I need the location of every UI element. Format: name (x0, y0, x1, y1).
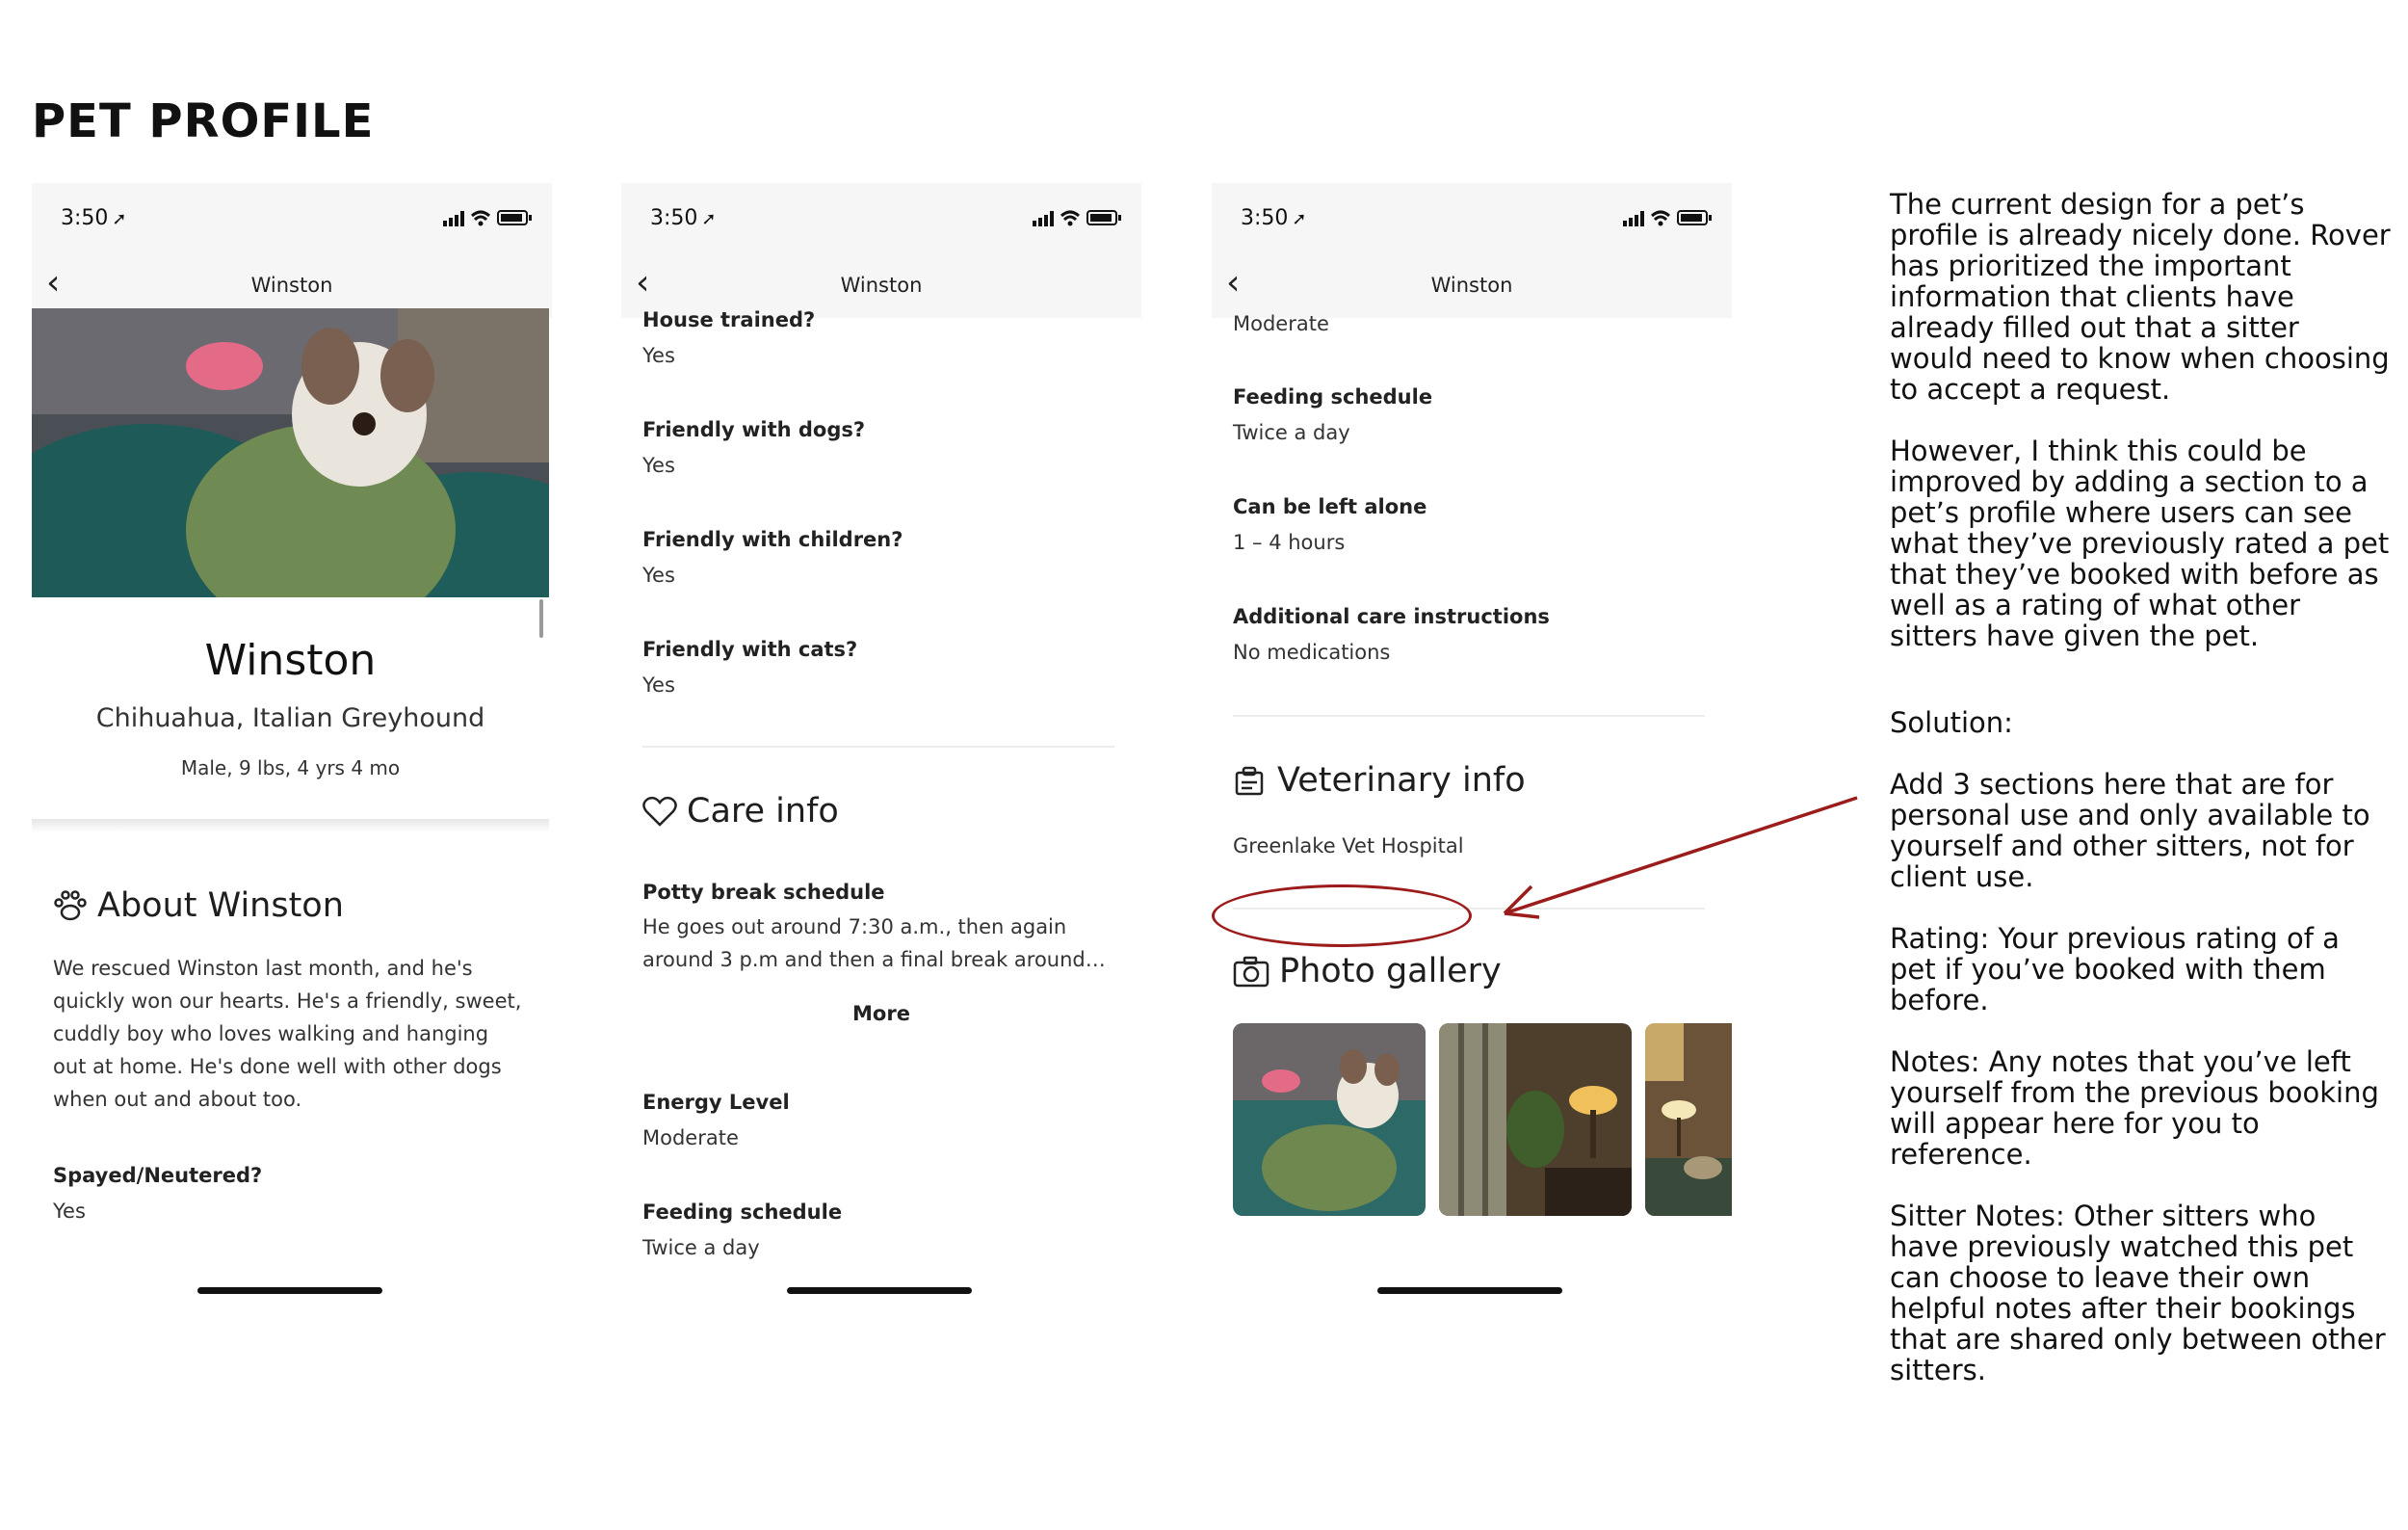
pet-breed: Chihuahua, Italian Greyhound (95, 703, 485, 733)
about-heading-label: About Winston (97, 886, 344, 925)
section-shadow (32, 819, 549, 832)
annotation-solution-label: Solution: (1890, 706, 2013, 739)
annotation-arrow-icon (1493, 790, 1869, 925)
vet-clipboard-icon (1233, 763, 1268, 798)
nav-bar (1212, 251, 1732, 318)
gallery-photo-1[interactable] (1233, 1023, 1426, 1216)
nav-title: Winston (1430, 274, 1513, 297)
house-trained-question: House trained? (642, 308, 816, 331)
care-instructions-question: Additional care instructions (1233, 605, 1550, 628)
about-heading (53, 886, 344, 925)
pet-stats: Male, 9 lbs, 4 yrs 4 mo (180, 756, 401, 779)
status-time: 3:50 ➚ (650, 206, 717, 230)
friendly-cats-answer: Yes (642, 673, 675, 697)
care-info-label: Care info (687, 792, 839, 831)
back-chevron-icon[interactable]: ‹ (46, 263, 61, 303)
alone-question: Can be left alone (1233, 495, 1427, 518)
pet-name: Winston (204, 636, 377, 685)
annotation-paragraph-4: Add 3 sections here that are for personal use and only available to yourself and other sitters, not for client use. (1890, 768, 2370, 893)
phone-screen-1 (32, 183, 552, 1301)
spayed-question: Spayed/Neutered? (53, 1164, 263, 1187)
potty-answer-line2: around 3 p.m and then a final break around… (642, 948, 1106, 971)
scrollbar[interactable] (539, 599, 543, 638)
status-bar (1212, 183, 1732, 251)
divider (642, 746, 1114, 748)
nav-title: Winston (840, 274, 923, 297)
battery-icon (1678, 211, 1712, 224)
feeding-answer: Twice a day (1233, 421, 1350, 444)
friendly-children-question: Friendly with children? (642, 528, 903, 551)
veterinary-label: Veterinary info (1277, 761, 1526, 800)
wifi-icon (472, 212, 489, 226)
feeding-answer: Twice a day (642, 1236, 760, 1259)
friendly-cats-question: Friendly with cats? (642, 638, 858, 661)
back-chevron-icon[interactable]: ‹ (1226, 263, 1241, 303)
status-icons (1033, 208, 1124, 227)
energy-answer: Moderate (642, 1126, 739, 1149)
friendly-dogs-question: Friendly with dogs? (642, 418, 866, 441)
vet-name: Greenlake Vet Hospital (1233, 834, 1464, 857)
care-info-heading (642, 792, 839, 831)
friendly-children-answer: Yes (642, 564, 675, 587)
photo-gallery-label: Photo gallery (1279, 952, 1502, 990)
alone-answer: 1 – 4 hours (1233, 531, 1346, 554)
potty-answer-line1: He goes out around 7:30 a.m., then again (642, 915, 1067, 938)
status-icons (443, 208, 535, 227)
signal-icon (443, 211, 464, 226)
nav-title: Winston (250, 274, 333, 297)
feeding-question: Feeding schedule (1233, 385, 1433, 409)
annotation-notes: Notes: Any notes that you’ve left yourself from the previous booking will appear here for you to reference. (1890, 1045, 2379, 1171)
annotation-paragraph-2: However, I think this could be improved by adding a section to a pet’s profile where users can see what they’ve previously rated a pet that they’ve booked with before as well as a rating of what other sitters have given the pet. (1890, 435, 2390, 652)
feeding-question: Feeding schedule (642, 1200, 843, 1224)
spayed-answer: Yes (53, 1200, 86, 1223)
veterinary-heading (1233, 761, 1526, 800)
energy-answer: Moderate (1233, 312, 1329, 335)
highlight-oval (1212, 884, 1472, 947)
phone-screen-2 (621, 183, 1141, 1301)
heart-icon (642, 796, 677, 827)
wifi-icon (1061, 212, 1079, 226)
status-bar (32, 183, 552, 251)
home-indicator[interactable] (1377, 1287, 1562, 1294)
camera-icon (1233, 955, 1269, 988)
location-arrow-icon: ➚ (701, 209, 717, 229)
gallery-photo-2[interactable] (1439, 1023, 1632, 1216)
battery-icon (498, 211, 532, 224)
gallery-photo-3[interactable] (1645, 1023, 1732, 1216)
pet-hero-photo (32, 308, 549, 597)
house-trained-answer: Yes (642, 344, 675, 367)
status-bar (621, 183, 1141, 251)
energy-question: Energy Level (642, 1091, 790, 1114)
status-icons (1623, 208, 1714, 227)
annotation-sitter-notes: Sitter Notes: Other sitters who have previously watched this pet can choose to leave their own helpful notes after their bookings that are shared only between other sitters. (1890, 1200, 2386, 1386)
status-time: 3:50 ➚ (61, 206, 127, 230)
more-button[interactable]: More (852, 1002, 910, 1025)
back-chevron-icon[interactable]: ‹ (636, 263, 650, 303)
paw-icon (53, 889, 88, 922)
annotation-text (1890, 189, 2391, 1416)
care-instructions-answer: No medications (1233, 641, 1391, 664)
status-time: 3:50 ➚ (1241, 206, 1307, 230)
wifi-icon (1652, 212, 1669, 226)
home-indicator[interactable] (787, 1287, 972, 1294)
friendly-dogs-answer: Yes (642, 454, 675, 477)
signal-icon (1033, 211, 1054, 226)
divider (1233, 715, 1705, 717)
battery-icon (1087, 211, 1121, 224)
location-arrow-icon: ➚ (1292, 209, 1307, 229)
photo-gallery-heading (1233, 952, 1502, 990)
home-indicator[interactable] (197, 1287, 382, 1294)
about-text: We rescued Winston last month, and he's quickly won our hearts. He's a friendly, sweet, cuddly boy who loves walking and hanging out at home. He's done well with other dogs when out and about too. (53, 957, 522, 1111)
annotation-rating: Rating: Your previous rating of a pet if you’ve booked with them before. (1890, 922, 2340, 1016)
annotation-paragraph-1: The current design for a pet’s profile is already nicely done. Rover has prioritized the important information that clients have already filled out that a sitter would need to know when choosing to accept a request. (1890, 188, 2391, 406)
signal-icon (1623, 211, 1644, 226)
potty-question: Potty break schedule (642, 881, 885, 904)
location-arrow-icon: ➚ (112, 209, 127, 229)
page-title: PET PROFILE (32, 94, 375, 148)
phone-screen-3 (1212, 183, 1732, 1301)
